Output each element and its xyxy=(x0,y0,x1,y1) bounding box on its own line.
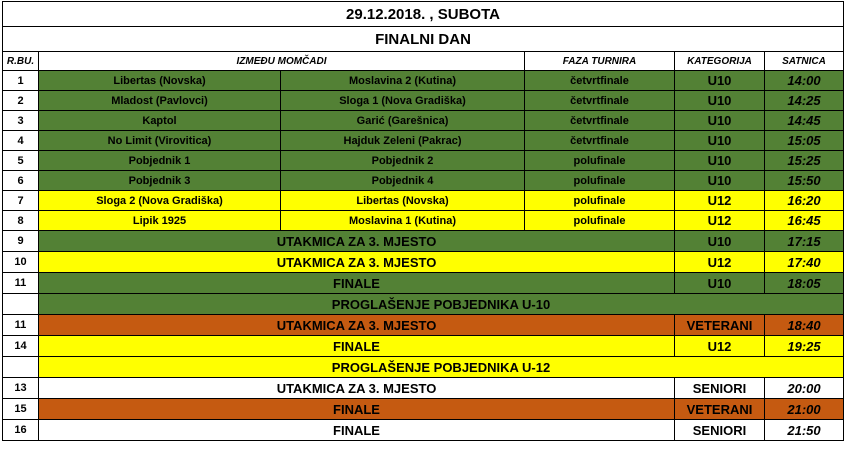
time: 17:15 xyxy=(765,231,844,252)
table-row xyxy=(3,378,844,399)
announcement-row xyxy=(3,294,844,315)
team-home: Lipik 1925 xyxy=(39,211,281,231)
time: 21:50 xyxy=(765,420,844,441)
category: U12 xyxy=(675,252,765,273)
table-row xyxy=(3,171,844,191)
time: 15:05 xyxy=(765,131,844,151)
table-row xyxy=(3,151,844,171)
team-away: Pobjednik 4 xyxy=(281,171,525,191)
page-title: FINALNI DAN xyxy=(3,27,844,52)
col-header-teams: IZMEĐU MOMČADI xyxy=(39,52,525,71)
col-header-rbu: R.BU. xyxy=(3,52,39,71)
schedule-table xyxy=(2,1,844,441)
row-number: 7 xyxy=(3,191,39,211)
match-label: UTAKMICA ZA 3. MJESTO xyxy=(39,315,675,336)
time: 16:20 xyxy=(765,191,844,211)
match-label: FINALE xyxy=(39,336,675,357)
row-number: 13 xyxy=(3,378,39,399)
time: 14:45 xyxy=(765,111,844,131)
row-number: 8 xyxy=(3,211,39,231)
time: 14:00 xyxy=(765,71,844,91)
team-home: Pobjednik 1 xyxy=(39,151,281,171)
category: SENIORI xyxy=(675,420,765,441)
match-label: UTAKMICA ZA 3. MJESTO xyxy=(39,252,675,273)
col-header-faza: FAZA TURNIRA xyxy=(525,52,675,71)
category: U10 xyxy=(675,231,765,252)
team-away: Sloga 1 (Nova Gradiška) xyxy=(281,91,525,111)
table-row xyxy=(3,71,844,91)
announcement: PROGLAŠENJE POBJEDNIKA U-10 xyxy=(39,294,844,315)
table-row xyxy=(3,111,844,131)
table-row xyxy=(3,91,844,111)
category: VETERANI xyxy=(675,399,765,420)
phase: četvrtfinale xyxy=(525,71,675,91)
category: U12 xyxy=(675,191,765,211)
row-number: 4 xyxy=(3,131,39,151)
time: 18:05 xyxy=(765,273,844,294)
team-home: Libertas (Novska) xyxy=(39,71,281,91)
time: 21:00 xyxy=(765,399,844,420)
date-heading: 29.12.2018. , SUBOTA xyxy=(3,2,844,27)
phase: polufinale xyxy=(525,171,675,191)
time: 15:50 xyxy=(765,171,844,191)
table-row xyxy=(3,131,844,151)
table-row xyxy=(3,315,844,336)
row-number: 15 xyxy=(3,399,39,420)
table-row xyxy=(3,399,844,420)
row-number: 11 xyxy=(3,315,39,336)
team-home: Mladost (Pavlovci) xyxy=(39,91,281,111)
team-away: Pobjednik 2 xyxy=(281,151,525,171)
category: U10 xyxy=(675,91,765,111)
phase: četvrtfinale xyxy=(525,111,675,131)
category: U10 xyxy=(675,151,765,171)
match-label: UTAKMICA ZA 3. MJESTO xyxy=(39,231,675,252)
team-home: Pobjednik 3 xyxy=(39,171,281,191)
row-number: 5 xyxy=(3,151,39,171)
team-away: Garić (Garešnica) xyxy=(281,111,525,131)
match-label: FINALE xyxy=(39,420,675,441)
announcement: PROGLAŠENJE POBJEDNIKA U-12 xyxy=(39,357,844,378)
time: 20:00 xyxy=(765,378,844,399)
phase: četvrtfinale xyxy=(525,91,675,111)
row-number: 6 xyxy=(3,171,39,191)
table-row xyxy=(3,420,844,441)
phase: polufinale xyxy=(525,191,675,211)
phase: polufinale xyxy=(525,211,675,231)
category: U10 xyxy=(675,71,765,91)
time: 14:25 xyxy=(765,91,844,111)
match-label: UTAKMICA ZA 3. MJESTO xyxy=(39,378,675,399)
category: U12 xyxy=(675,336,765,357)
team-away: Moslavina 1 (Kutina) xyxy=(281,211,525,231)
category: SENIORI xyxy=(675,378,765,399)
team-home: Kaptol xyxy=(39,111,281,131)
time: 19:25 xyxy=(765,336,844,357)
row-number: 11 xyxy=(3,273,39,294)
table-row xyxy=(3,231,844,252)
team-away: Libertas (Novska) xyxy=(281,191,525,211)
category: VETERANI xyxy=(675,315,765,336)
time: 17:40 xyxy=(765,252,844,273)
table-row xyxy=(3,252,844,273)
category: U12 xyxy=(675,211,765,231)
time: 15:25 xyxy=(765,151,844,171)
category: U10 xyxy=(675,273,765,294)
team-home: Sloga 2 (Nova Gradiška) xyxy=(39,191,281,211)
row-number: 9 xyxy=(3,231,39,252)
row-number: 16 xyxy=(3,420,39,441)
phase: polufinale xyxy=(525,151,675,171)
team-away: Moslavina 2 (Kutina) xyxy=(281,71,525,91)
col-header-satnica: SATNICA xyxy=(765,52,844,71)
row-number: 14 xyxy=(3,336,39,357)
category: U10 xyxy=(675,111,765,131)
table-row xyxy=(3,336,844,357)
time: 16:45 xyxy=(765,211,844,231)
team-home: No Limit (Virovitica) xyxy=(39,131,281,151)
table-row xyxy=(3,211,844,231)
announcement-row xyxy=(3,357,844,378)
table-row xyxy=(3,273,844,294)
col-header-kategorija: KATEGORIJA xyxy=(675,52,765,71)
row-number: 10 xyxy=(3,252,39,273)
category: U10 xyxy=(675,131,765,151)
time: 18:40 xyxy=(765,315,844,336)
match-label: FINALE xyxy=(39,273,675,294)
row-number: 3 xyxy=(3,111,39,131)
category: U10 xyxy=(675,171,765,191)
phase: četvrtfinale xyxy=(525,131,675,151)
team-away: Hajduk Zeleni (Pakrac) xyxy=(281,131,525,151)
row-number: 1 xyxy=(3,71,39,91)
table-row xyxy=(3,191,844,211)
row-number: 2 xyxy=(3,91,39,111)
match-label: FINALE xyxy=(39,399,675,420)
